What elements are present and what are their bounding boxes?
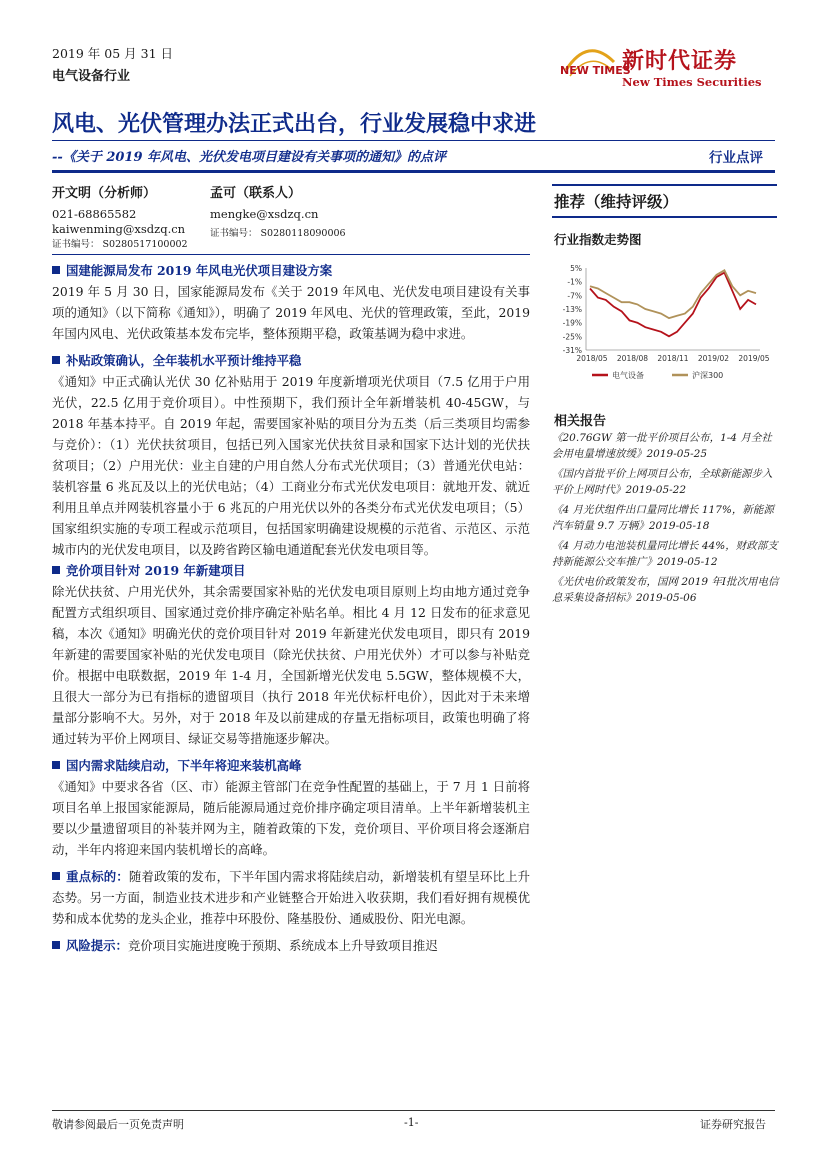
contact-name: 孟可（联系人） [210, 186, 302, 201]
rating-bottom-rule [552, 216, 777, 218]
y-axis [563, 264, 586, 355]
section-paragraph: 2019 年 5 月 30 日，国家能源局发布《关于 2019 年风电、光伏发电项目建设有关事项的通知》（以下简称《通知》），明确了 2019 年风电、光伏的管理政策，至此，2019 年国内风电、光伏政策基本发布完毕，整体预期平稳，政策基调为稳中求进。 [52, 284, 530, 341]
company-name-cn: 新时代证券 [622, 48, 738, 74]
footer-disclaimer[interactable]: 敬请参阅最后一页免责声明 [52, 1118, 184, 1131]
y-tick-label: -25% [562, 332, 582, 342]
company-logo-icon [556, 40, 631, 86]
analyst-email[interactable]: kaiwenming@xsdzq.cn [52, 222, 186, 236]
related-report-item[interactable]: 《国内首批平价上网项目公布，全球新能源步入平价上网时代》2019-05-22 [552, 468, 773, 496]
rating-top-rule [552, 184, 777, 186]
report-title: 风电、光伏管理办法正式出台，行业发展稳中求进 [52, 111, 537, 137]
legend-label: 电气设备 [612, 371, 644, 380]
report-date: 2019 年 05 月 31 日 [52, 46, 173, 61]
section-heading-text: 竞价项目针对 2019 年新建项目 [66, 563, 246, 578]
contact-cert: 证书编号： S0280118090006 [210, 228, 346, 239]
section-heading-text: 国内需求陆续启动，下半年将迎来装机高峰 [66, 758, 302, 773]
section-heading [52, 755, 530, 776]
report-subtitle: --《关于 2019 年风电、光伏发电项目建设有关事项的通知》的点评 [52, 150, 447, 165]
footer-divider [52, 1110, 775, 1111]
analyst-phone: 021-68865582 [52, 207, 137, 221]
report-body [52, 260, 530, 956]
analyst-name: 开文明（分析师） [52, 186, 157, 201]
square-bullet-icon [52, 566, 60, 574]
index-trend-chart [552, 258, 778, 388]
y-tick-label: 5% [570, 264, 582, 273]
x-tick-label: 2019/05 [738, 354, 770, 363]
section-heading [52, 560, 530, 581]
analyst-cert: 证书编号： S0280517100002 [52, 239, 188, 250]
contact-email[interactable]: mengke@xsdzq.cn [210, 207, 319, 221]
y-tick-label: -7% [567, 291, 582, 301]
recommend-paragraph [52, 866, 530, 929]
section-heading-text: 国建能源局发布 2019 年风电光伏项目建设方案 [66, 263, 333, 278]
x-tick-label: 2018/08 [616, 354, 649, 363]
y-tick-label: -31% [562, 346, 582, 355]
square-bullet-icon [52, 356, 60, 364]
related-reports-title: 相关报告 [554, 414, 607, 429]
related-report-item[interactable]: 《4 月动力电池装机量同比增长 44%，财政部支持新能源公交车推广》2019-05-12 [552, 540, 778, 568]
legend-label: 沪深300 [692, 371, 724, 380]
chart-legend [592, 370, 723, 380]
industry-label: 电气设备行业 [52, 69, 131, 84]
section-heading-text: 补贴政策确认，全年装机水平预计维持平稳 [66, 353, 302, 368]
series-line-1 [590, 270, 756, 318]
x-axis [576, 350, 769, 363]
related-reports-list [552, 430, 780, 610]
square-bullet-icon [52, 872, 60, 880]
analyst-divider [52, 254, 530, 255]
analyst-card-1 [52, 186, 188, 252]
header-divider [52, 170, 775, 173]
rating: 推荐（维持评级） [554, 192, 679, 211]
x-tick-label: 2019/02 [697, 354, 730, 363]
related-report-item[interactable]: 《20.76GW 第一批平价项目公布，1-4 月全社会用电量增速放缓》2019-05-25 [552, 432, 772, 460]
square-bullet-icon [52, 761, 60, 769]
risk-label: 风险提示： [66, 938, 128, 953]
recommend-label: 重点标的： [66, 869, 129, 884]
y-tick-label: -19% [562, 318, 582, 328]
x-tick-label: 2018/11 [657, 354, 689, 363]
recommend-text: 随着政策的发布，下半年国内需求将陆续启动，新增装机有望呈环比上升态势。另一方面，制造业技术进步和产业链整合开始进入收获期，我们看好拥有规模优势和成本优势的龙头企业，推荐中环股份、隆基股份、通威股份、阳光电源。 [52, 869, 531, 926]
related-report-item[interactable]: 《4 月光伏组件出口量同比增长 117%，新能源汽车销量 9.7 万辆》2019-05-18 [552, 504, 774, 532]
page-number: -1- [404, 1116, 419, 1129]
x-tick-label: 2018/05 [576, 354, 608, 363]
risk-text: 竞价项目实施进度晚于预期、系统成本上升导致项目推迟 [127, 938, 438, 953]
report-type: 行业点评 [709, 150, 763, 166]
y-tick-label: -1% [567, 277, 582, 287]
analyst-card-2 [210, 186, 346, 241]
logo-mark-text: NEW TIMES [560, 64, 631, 77]
footer-doc-type: 证券研究报告 [700, 1118, 766, 1131]
company-name-en: New Times Securities [622, 75, 762, 89]
series-lines [590, 270, 756, 336]
square-bullet-icon [52, 266, 60, 274]
section-heading [52, 260, 530, 281]
risk-paragraph [52, 935, 530, 956]
related-report-item[interactable]: 《光伏电价政策发布，国网 2019 年Ⅰ批次用电信息采集设备招标》2019-05-06 [552, 576, 779, 604]
square-bullet-icon [52, 941, 60, 949]
title-divider [52, 140, 775, 141]
chart-title: 行业指数走势图 [554, 232, 642, 247]
y-tick-label: -13% [562, 305, 582, 314]
section-heading [52, 350, 530, 371]
section-paragraph: 《通知》中正式确认光伏 30 亿补贴用于 2019 年度新增项光伏项目（7.5 亿用于户用光伏，22.5 亿用于竞价项目）。中性预期下，我们预计全年新增装机 40-45GW，与 2018 年基本持平。自 2019 年起，需要国家补贴的项目分为五类（后三类项目均需参与竞价）：（1）光伏扶贫项目，包括已列入国家光伏扶贫目录和国家下达计划的光伏扶贫项目；（2）户用光伏：业主自建的户用自然人分布式光伏项目；（3）普通光伏电站：装机容量 6 兆瓦及以上的光伏电站；（4）工商业分布式光伏发电项目：就地开发、就近利用且单点并网装机容量小于 6 兆瓦的户用光伏以外的各类分布式光伏发电项目；（5）国家组织实施的专项工程或示范项目，包括国家明确建设规模的示范省、示范区、示范城市内的光伏发电项目，以及跨省跨区输电通道配套光伏发电项目等。 [52, 374, 530, 557]
section-paragraph: 《通知》中要求各省（区、市）能源主管部门在竞争性配置的基础上，于 7 月 1 日前将项目名单上报国家能源局，随后能源局通过竞价排序确定项目清单。上半年新增装机主要以少量遗留项目的补装并网为主，随着政策的下发，竞价项目、平价项目将会逐渐启动，半年内将迎来国内装机增长的高峰。 [52, 779, 530, 857]
section-paragraph: 除光伏扶贫、户用光伏外，其余需要国家补贴的光伏发电项目原则上均由地方通过竞争配置方式组织项目、国家通过竞价排序确定补贴名单。相比 4 月 12 日发布的征求意见稿，本次《通知》明确光伏的竞价项目针对 2019 年新建光伏发电项目，即只有 2019 年新建的需要国家补贴的光伏发电项目（除光伏扶贫、户用光伏外）才可以参与补贴竞价。根据中电联数据，2019 年 1-4 月，全国新增光伏发电 5.5GW，整体规模不大，且很大一部分为已有指标的遗留项目（执行 2018 年光伏标杆电价），因此对于未来增量部分影响不大。另外，对于 2018 年及以前建成的存量无指标项目，政策也明确了将通过转为平价上网项目、绿证交易等措施逐步解决。 [52, 584, 530, 746]
